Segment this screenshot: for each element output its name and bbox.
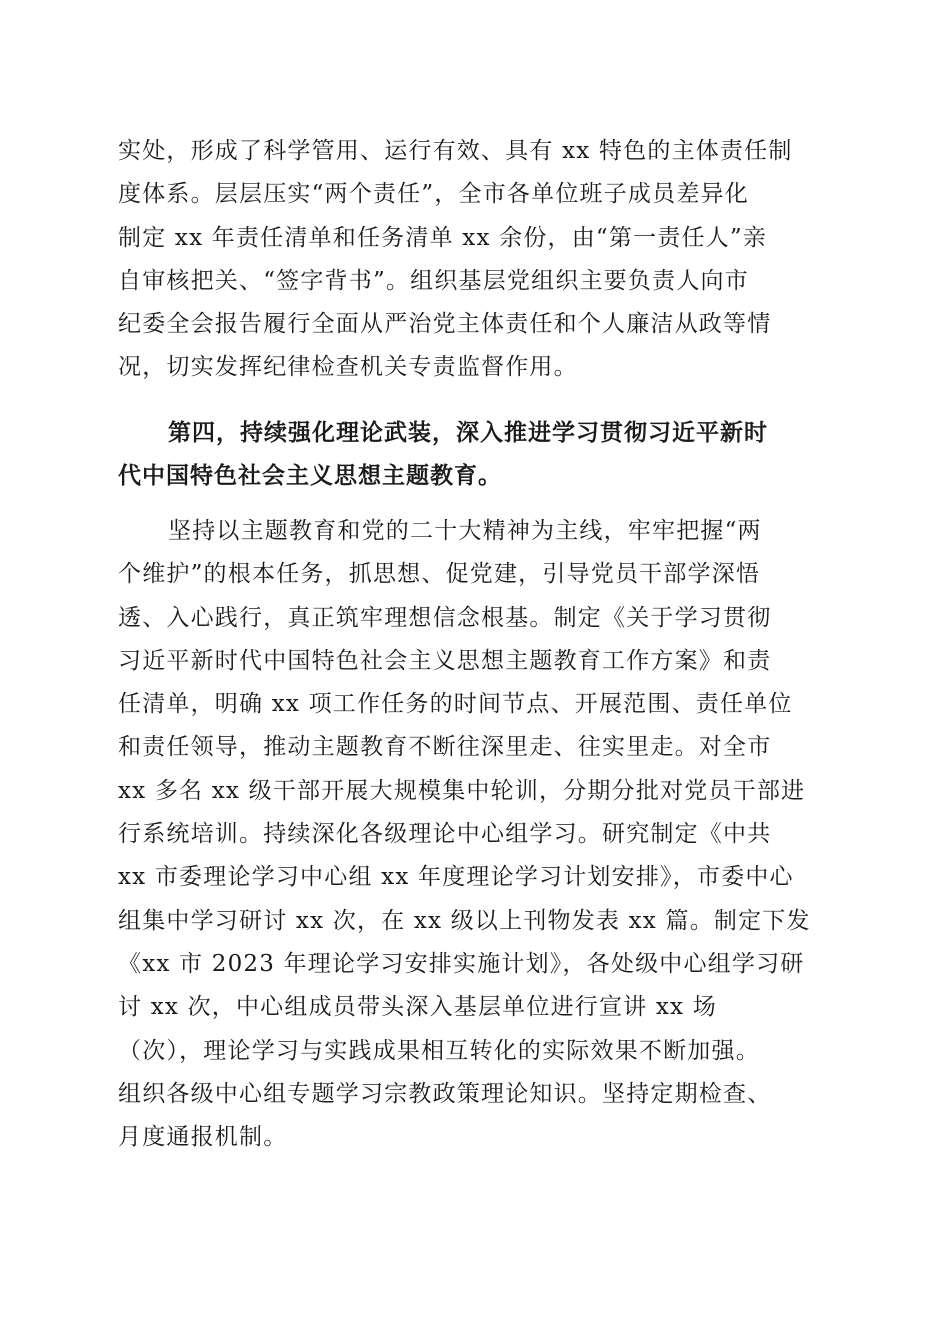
- paragraph-line: 个维护”的根本任务，抓思想、促党建，引导党员干部学深悟: [118, 561, 761, 588]
- paragraph-line: 月度通报机制。: [118, 1124, 288, 1151]
- heading-line: 代中国特色社会主义思想主题教育。: [118, 463, 502, 490]
- paragraph-line: 组集中学习研讨 xx 次，在 xx 级以上刊物发表 xx 篇。制定下发: [118, 907, 811, 934]
- paragraph-line: 制定 xx 年责任清单和任务清单 xx 余份，由“第一责任人”亲: [118, 224, 768, 251]
- paragraph-line: xx 市委理论学习中心组 xx 年度理论学习计划安排》，市委中心: [118, 864, 794, 891]
- paragraph-line: 况，切实发挥纪律检查机关专责监督作用。: [118, 354, 578, 381]
- paragraph-line: 实处，形成了科学管用、运行有效、具有 xx 特色的主体责任制: [118, 138, 793, 164]
- paragraph-line: 自审核把关、“签字背书”。组织基层党组织主要负责人向市: [118, 267, 749, 294]
- paragraph-line: 任清单，明确 xx 项工作任务的时间节点、开展范围、责任单位: [118, 691, 793, 718]
- paragraph-line: 纪委全会报告履行全面从严治党主体责任和个人廉洁从政等情: [118, 311, 772, 338]
- paragraph-line: （次），理论学习与实践成果相互转化的实际效果不断加强。: [118, 1037, 760, 1064]
- continued-paragraph: [118, 130, 830, 390]
- paragraph-line: xx 多名 xx 级干部开展大规模集中轮训，分期分批对党员干部进: [118, 777, 806, 804]
- paragraph-line: 组织各级中心组专题学习宗教政策理论知识。坚持定期检查、: [118, 1080, 772, 1107]
- paragraph-line: 坚持以主题教育和党的二十大精神为主线，牢牢把握“两: [168, 518, 762, 544]
- section-heading: [118, 412, 830, 499]
- paragraph-line: 度体系。层层压实“两个责任”，全市各单位班子成员差异化: [118, 181, 749, 208]
- paragraph-line: 行系统培训。持续深化各级理论中心组学习。研究制定《中共: [118, 821, 772, 848]
- paragraph-line: 透、入心践行，真正筑牢理想信念根基。制定《关于学习贯彻: [118, 604, 772, 631]
- paragraph-line: 习近平新时代中国特色社会主义思想主题教育工作方案》和责: [118, 647, 772, 674]
- heading-line: 第四，持续强化理论武装，深入推进学习贯彻习近平新时: [168, 420, 768, 446]
- paragraph-line: 和责任领导，推动主题教育不断往深里走、往实里走。对全市: [118, 734, 772, 761]
- body-paragraph: [118, 510, 830, 1159]
- paragraph-line: 讨 xx 次，中心组成员带头深入基层单位进行宣讲 xx 场: [118, 994, 717, 1021]
- paragraph-line: 《xx 市 2023 年理论学习安排实施计划》，各处级中心组学习研: [118, 950, 805, 977]
